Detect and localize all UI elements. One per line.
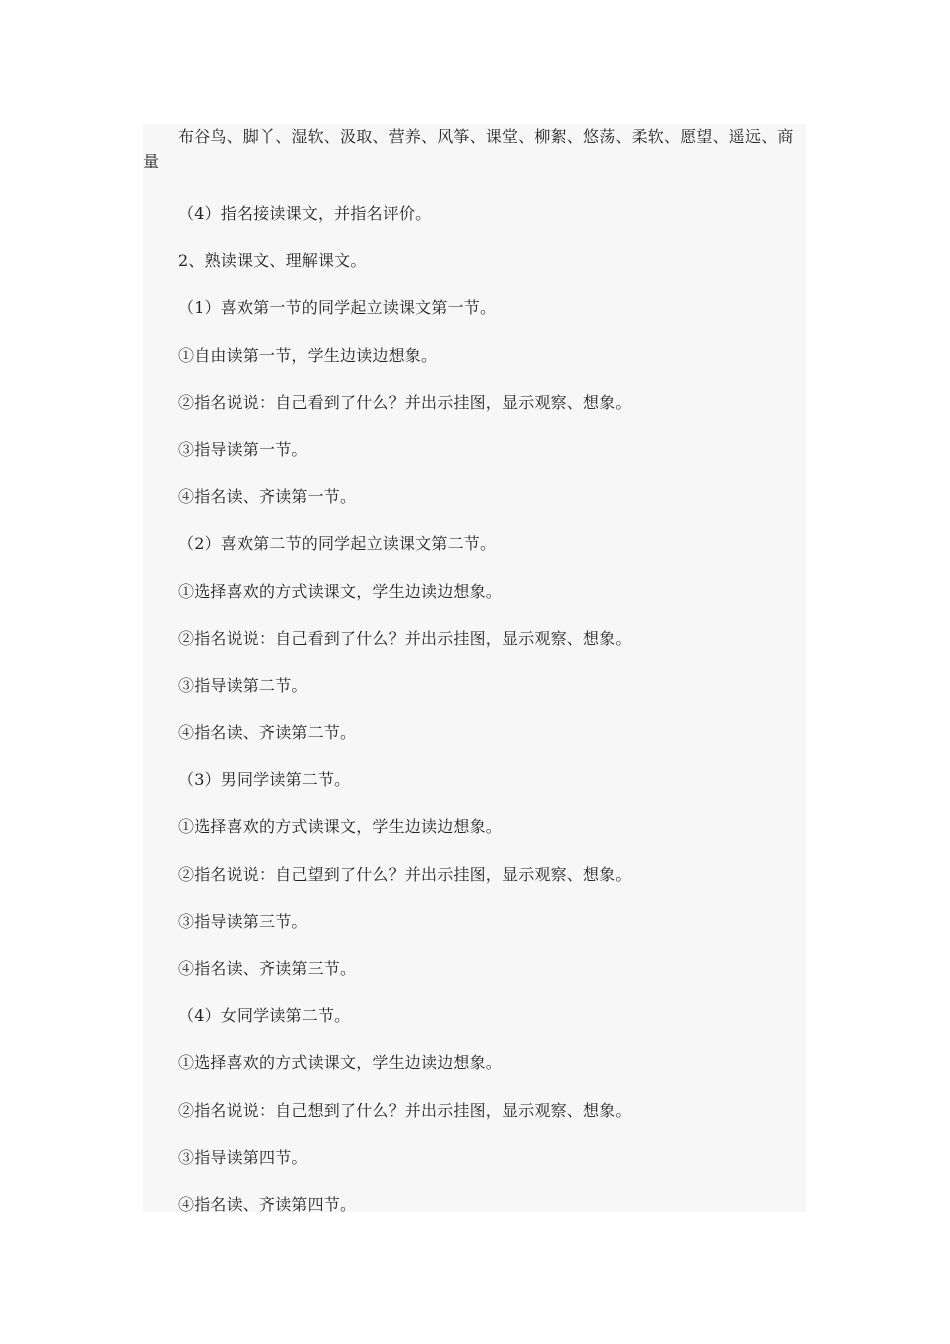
lesson-step-line: ②指名说说：自己想到了什么？并出示挂图，显示观察、想象。 [178,1100,632,1120]
lesson-step-line: ③指导读第四节。 [178,1147,308,1167]
lesson-step-line: ①选择喜欢的方式读课文，学生边读边想象。 [178,817,503,837]
lesson-step-line: （3）男同学读第二节。 [178,770,351,790]
lesson-step-line: ③指导读第一节。 [178,439,308,459]
lesson-step-line: ①选择喜欢的方式读课文，学生边读边想象。 [178,581,503,601]
lesson-step-line: ①选择喜欢的方式读课文，学生边读边想象。 [178,1053,503,1073]
vocabulary-paragraph: 布谷鸟、脚丫、湿软、汲取、营养、风筝、课堂、柳絮、悠荡、柔软、愿望、遥远、商量 [143,127,794,171]
lesson-steps-list [178,202,806,1240]
lesson-step-line: （4）指名接读课文，并指名评价。 [178,204,432,223]
lesson-step-line: ③指导读第二节。 [178,675,308,695]
lesson-step-line: （2）喜欢第二节的同学起立读课文第二节。 [178,534,497,554]
lesson-step-line: ②指名说说：自己望到了什么？并出示挂图，显示观察、想象。 [178,864,632,884]
lesson-step-line: ④指名读、齐读第一节。 [178,487,357,507]
lesson-step-line: ③指导读第三节。 [178,911,308,931]
lesson-step-line: ④指名读、齐读第二节。 [178,723,357,743]
lesson-step-line: ②指名说说：自己看到了什么？并出示挂图，显示观察、想象。 [178,392,632,412]
lesson-step-line: （4）女同学读第二节。 [178,1006,351,1026]
lesson-step-line: ②指名说说：自己看到了什么？并出示挂图，显示观察、想象。 [178,628,632,648]
lesson-step-line: ④指名读、齐读第四节。 [178,1194,357,1214]
lesson-step-line: ①自由读第一节，学生边读边想象。 [178,345,438,365]
lesson-step-line: 2、熟读课文、理解课文。 [178,251,367,271]
lesson-step-line: （1）喜欢第一节的同学起立读课文第一节。 [178,298,497,318]
lesson-step-line: ④指名读、齐读第三节。 [178,959,357,978]
document-content-block [143,124,806,1212]
